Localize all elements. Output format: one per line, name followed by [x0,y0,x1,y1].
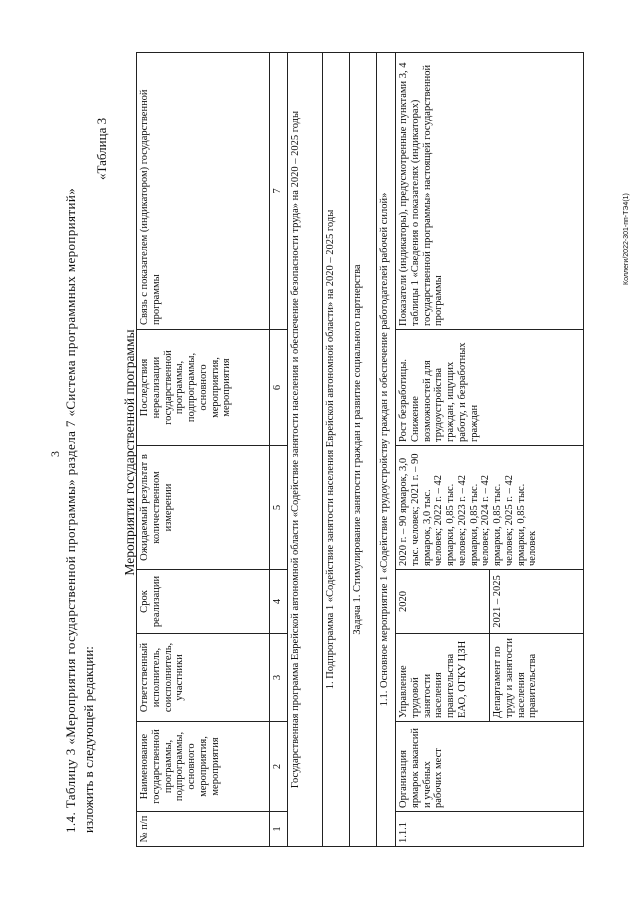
main-event-title: 1.1. Основное мероприятие 1 «Содействие трудоустройству граждан и обеспечение работодателей рабочей силой» [377,53,396,847]
header-executor: Ответственный исполнитель, соисполнитель, участники [137,634,270,722]
table-label: «Таблица 3 [94,117,109,180]
header-number: № п/п [137,812,270,847]
header-period: Срок реализации [137,570,270,634]
row-period-2020: 2020 [396,570,490,634]
program-title-row [288,53,323,847]
header-indicator-link: Связь с показателем (индикатором) государственной программы [137,53,270,330]
table-header-row [137,53,270,847]
row-number: 1.1.1 [396,812,584,847]
header-result: Ожидаемый результат в количественном измерении [137,446,270,570]
column-number-row [270,53,288,847]
program-title: Государственная программа Еврейской автономной области «Содействие занятости населения и обеспечение безопасности труда» на 2020 – 2025 годы [288,53,323,847]
header-name: Наименование государственной программы, подпрограммы, основного мероприятия, мероприятия [137,722,270,812]
column-number: 6 [270,330,288,446]
amendment-text-line-2: изложить в следующей редакции: [81,646,96,833]
column-number: 7 [270,53,288,330]
row-period-2021: 2021 – 2025 [490,570,584,634]
document-code: Коллеги/2022-301-пп-ТЭ4(1) [623,193,630,285]
header-consequences: Последствия нереализации государственной программы, подпрограммы, основного мероприятия, мероприятия [137,330,270,446]
row-executor-2021: Департамент по труду и занятости населения правительства [490,634,584,722]
table-row [396,53,490,847]
row-consequences: Рост безработицы. Снижение возможностей для трудоустройства граждан, ищущих работу, и безработных граждан [396,330,584,446]
subprogram-title-row [323,53,350,847]
row-indicator-link: Показатели (индикаторы), предусмотренные пунктами 3, 4 таблицы 1 «Сведения о показателях (индикаторах) государственной программы» настоящей государственной программы [396,53,584,330]
column-number: 1 [270,812,288,847]
main-event-title-row [377,53,396,847]
program-measures-table [136,52,584,847]
column-number: 5 [270,446,288,570]
column-number: 2 [270,722,288,812]
column-number: 4 [270,570,288,634]
table-caption: Мероприятия государственной программы [122,329,137,576]
column-number: 3 [270,634,288,722]
page-number: 3 [48,451,62,457]
task-title: Задача 1. Стимулирование занятости граждан и развитие социального партнерства [350,53,377,847]
subprogram-title: 1. Подпрограмма 1 «Содействие занятости населения Еврейской автономной области» на 2020 – 2025 годы [323,53,350,847]
row-name: Организация ярмарок вакансий и учебных рабочих мест [396,722,584,812]
row-executor-2020: Управление трудовой занятости населения правительства ЕАО, ОГКУ ЦЗН [396,634,490,722]
task-title-row [350,53,377,847]
row-result: 2020 г. – 90 ярмарок, 3,0 тыс. человек; 2021 г. – 90 ярмарок, 3,0 тыс. человек; 2022 г. – 42 ярмарки, 0,85 тыс. человек; 2023 г. – 42 ярмарки, 0,85 тыс. человек; 2024 г. – 42 ярмарки, 0,85 тыс. человек; 2025 г. – 42 ярмарки, 0,85 тыс. человек [396,446,584,570]
amendment-text-line-1: 1.4. Таблицу 3 «Мероприятия государственной программы» раздела 7 «Система программных мероприятий» [63,187,78,833]
